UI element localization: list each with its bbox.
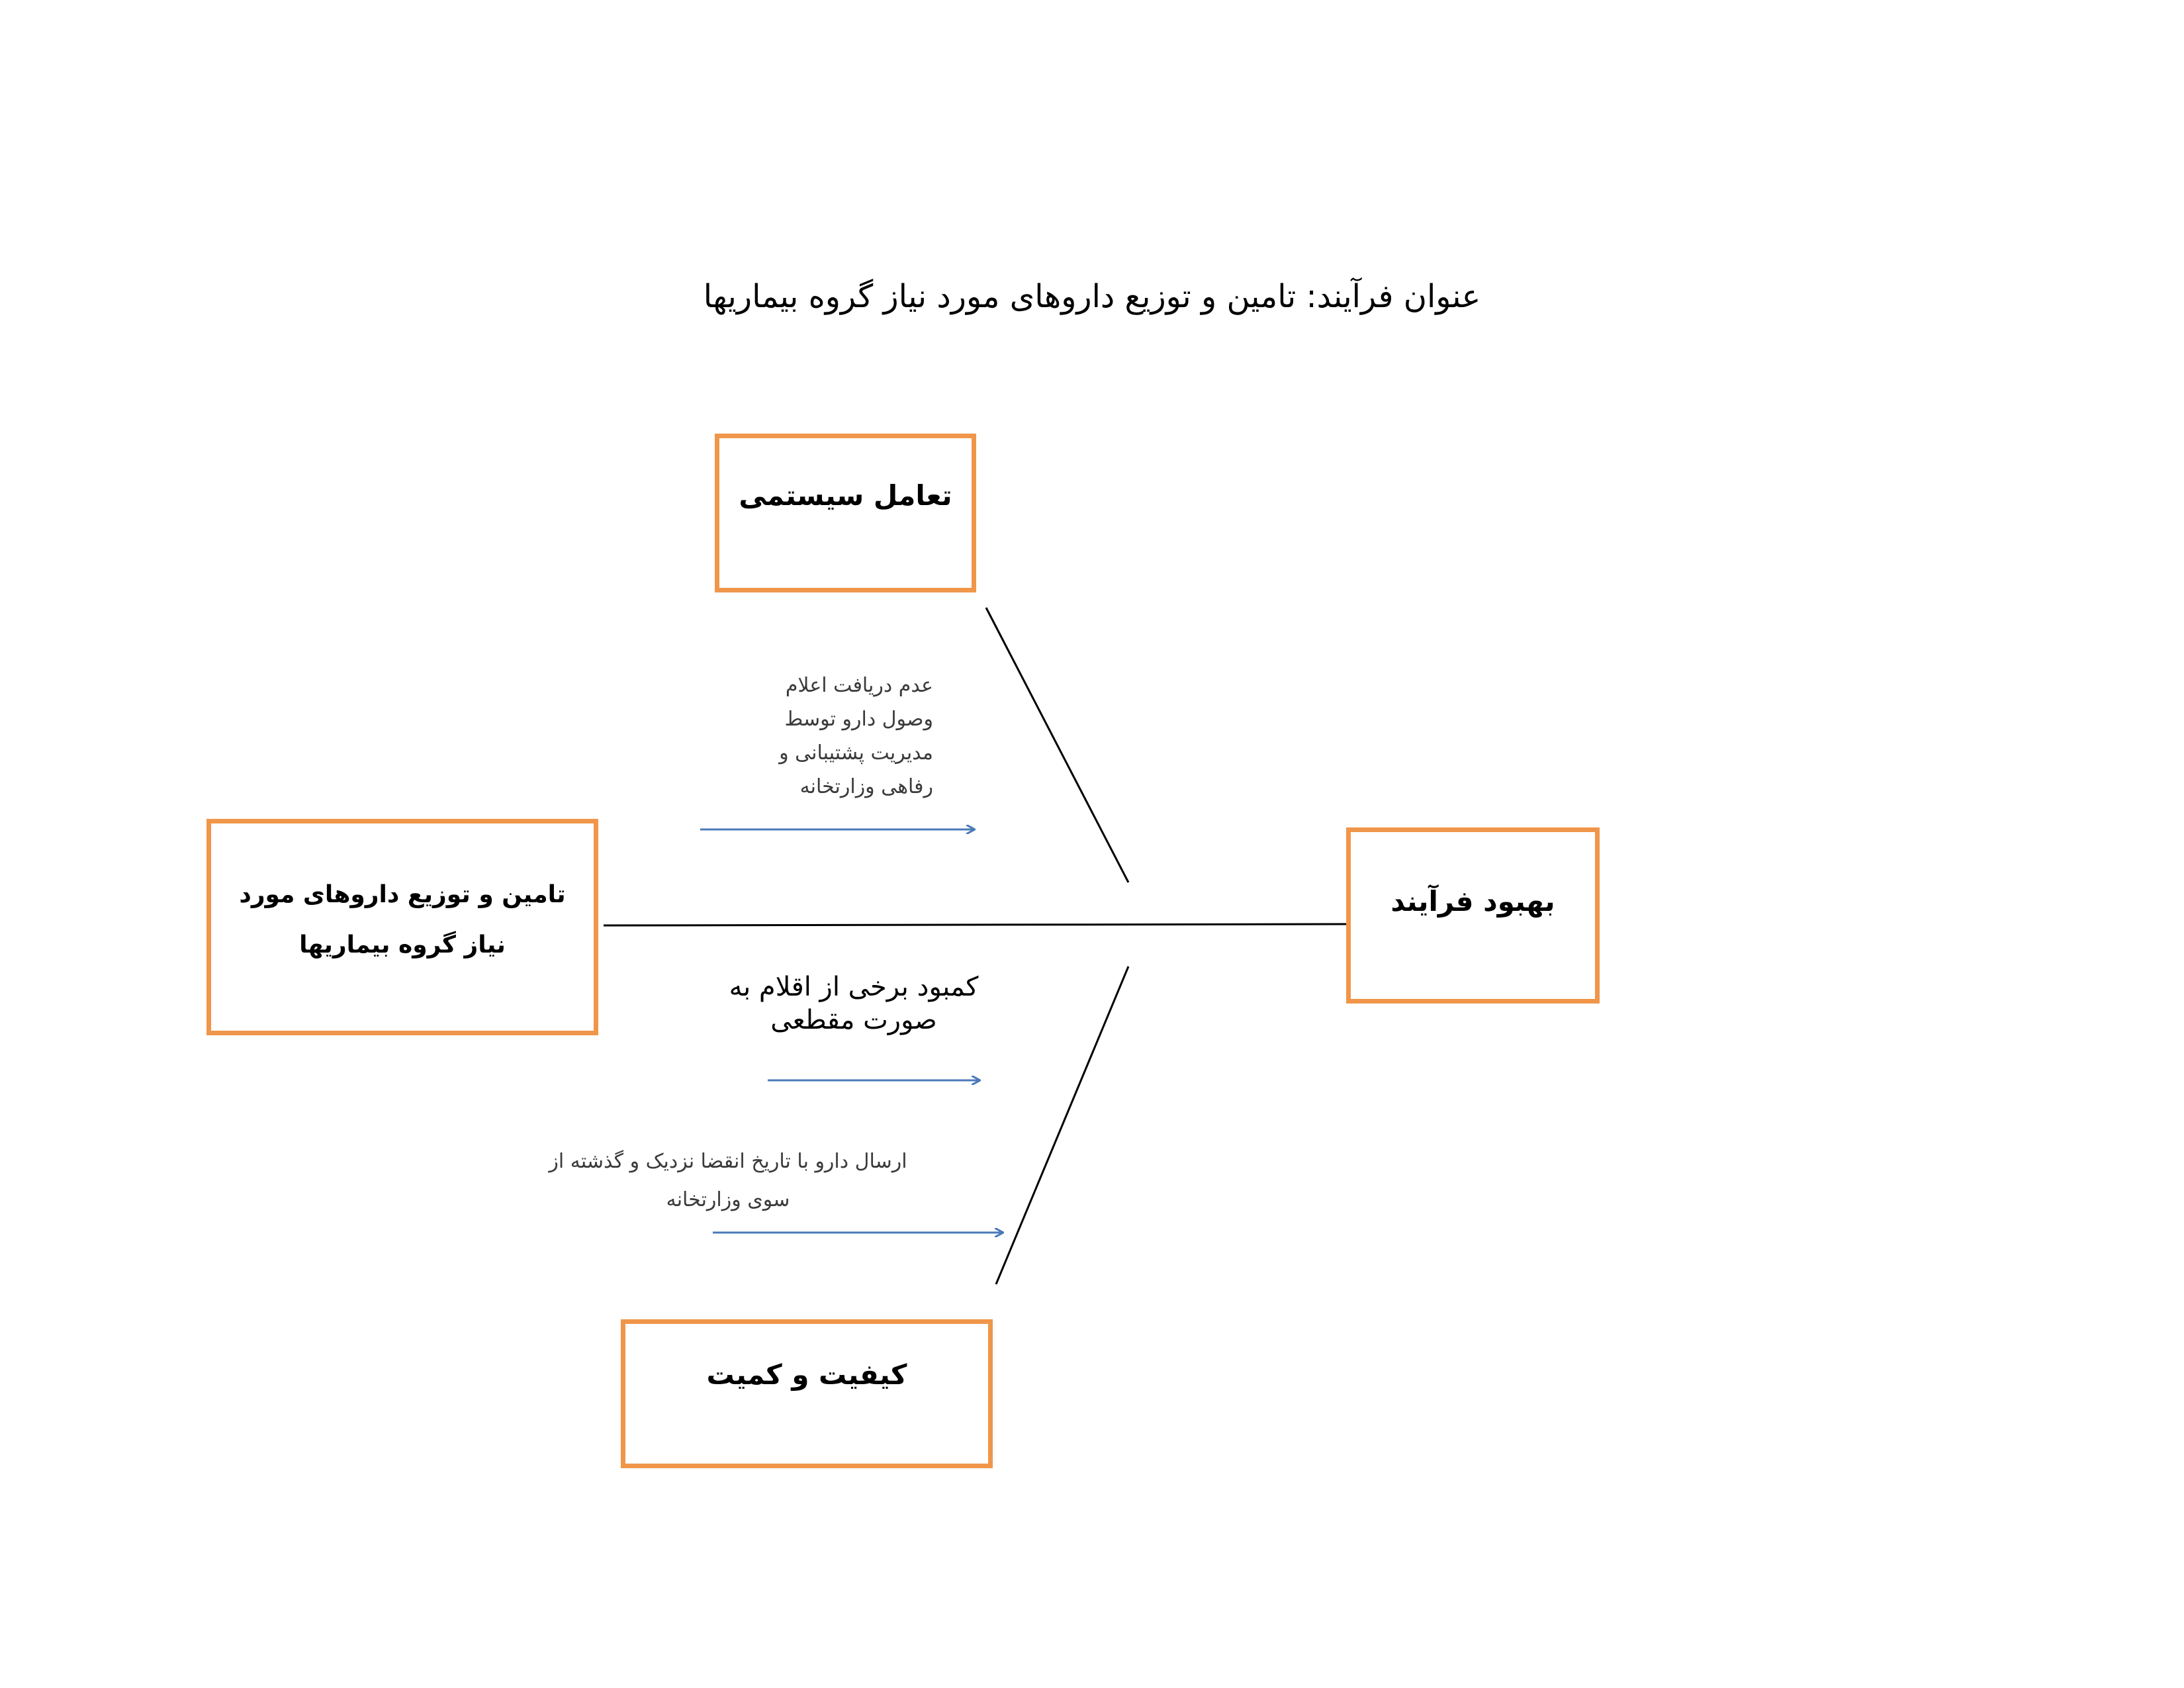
process-title: عنوان فرآیند: تامین و توزیع داروهای مورد نیاز گروه بیماریها — [703, 278, 1481, 315]
cause-text-shortage: کمبود برخی از اقلام به صورت مقطعی — [729, 972, 979, 1035]
goal-box-process-improvement — [1346, 827, 1600, 1004]
category-label-system-interaction: تعامل سیستمی — [739, 479, 952, 512]
lower-bone-line — [996, 966, 1128, 1284]
cause-text-line: عدم دریافت اعلام — [785, 674, 933, 697]
upper-bone-line — [986, 608, 1128, 882]
cause-text-line: وصول دارو توسط — [784, 708, 933, 731]
cause-text-expiry: ارسال دارو با تاریخ انقضا نزدیک و گذشته از سوی وزارتخانه — [549, 1150, 907, 1211]
spine-line — [604, 924, 1350, 925]
problem-label-drug-supply: تامین و توزیع داروهای مورد نیاز گروه بیماریها — [239, 881, 566, 959]
category-label-quality-quantity: کیفیت و کمیت — [706, 1358, 907, 1391]
category-box-system-interaction — [715, 434, 976, 592]
goal-label-process-improvement: بهبود فرآیند — [1390, 885, 1555, 917]
cause-text-line: مدیریت پشتیبانی و — [779, 741, 933, 765]
category-box-quality-quantity — [621, 1319, 993, 1468]
problem-box-drug-supply — [206, 819, 598, 1035]
cause-text-line: رفاهی وزارتخانه — [799, 775, 933, 798]
cause-text-notification — [735, 669, 933, 804]
